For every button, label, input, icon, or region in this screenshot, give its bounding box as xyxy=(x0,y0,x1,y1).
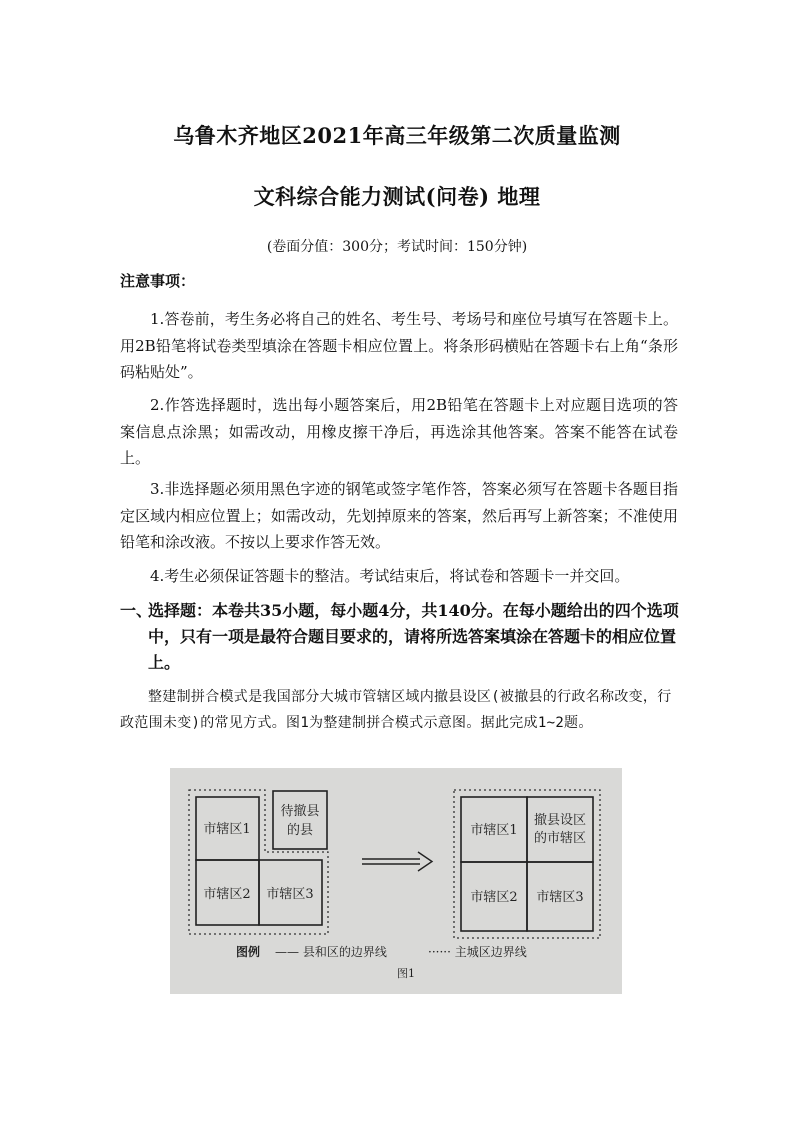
legend-label: 图例 xyxy=(236,945,261,959)
notice-item-2: 2.作答选择题时，选出每小题答案后，用2B铅笔在答题卡上对应题目选项的答案信息点涂黑；如需改动，用橡皮擦干净后，再选涂其他答案。答案不能答在试卷上。 xyxy=(120,396,678,467)
transform-arrow-icon xyxy=(362,852,432,871)
question-intro: 整建制拼合模式是我国部分大城市管辖区域内撤县设区(被撤县的行政名称改变，行政范围未变)的常见方式。图1为整建制拼合模式示意图。据此完成1~2题。 xyxy=(120,689,672,731)
new-district-label-line2: 的市辖区 xyxy=(533,831,587,846)
notice-item-3: 3.非选择题必须用黑色字迹的钢笔或签字笔作答，答案必须写在答题卡各题目指定区域内相应位置上；如需改动，先划掉原来的答案，然后再写上新答案；不准使用铅笔和涂改液。不按以上要求作答无效。 xyxy=(120,480,678,551)
figure-caption: 图1 xyxy=(397,967,415,980)
legend-solid-line: —— 县和区的边界线 xyxy=(275,945,387,959)
notice-heading: 注意事项： xyxy=(120,272,196,290)
right-district-2-label: 市辖区2 xyxy=(470,890,518,905)
right-district-3-label: 市辖区3 xyxy=(536,890,584,905)
section-heading xyxy=(120,598,680,676)
legend-dotted-line: ······ 主城区边界线 xyxy=(428,945,527,959)
figure-1 xyxy=(170,768,622,994)
county-label-line2: 的县 xyxy=(286,823,314,838)
new-district-label-line1: 撤县设区 xyxy=(533,813,587,828)
county-label-line1: 待撤县 xyxy=(280,804,320,819)
county-to-withdraw xyxy=(273,791,327,849)
right-district-1-label: 市辖区1 xyxy=(470,823,518,838)
notice-item-1: 1.答卷前，考生务必将自己的姓名、考生号、考场号和座位号填写在答题卡上。用2B铅笔将试卷类型填涂在答题卡相应位置上。将条形码横贴在答题卡右上角“条形码粘贴处”。 xyxy=(120,310,678,381)
section-instructions: 选择题：本卷共35小题，每小题4分，共140分。在每小题给出的四个选项中，只有一项是最符合题目要求的，请将所选答案填涂在答题卡的相应位置上。 xyxy=(148,601,679,672)
notice-item-4: 4.考生必须保证答题卡的整洁。考试结束后，将试卷和答题卡一并交回。 xyxy=(150,567,630,585)
left-district-2-label: 市辖区2 xyxy=(203,887,251,902)
exam-subject-title: 文科综合能力测试(问卷) 地理 xyxy=(253,184,541,209)
section-number: 一、 xyxy=(120,601,153,620)
exam-title: 乌鲁木齐地区2021年高三年级第二次质量监测 xyxy=(173,123,621,148)
left-district-1-label: 市辖区1 xyxy=(203,822,251,837)
left-district-3-label: 市辖区3 xyxy=(266,887,314,902)
exam-score-time: (卷面分值：300分；考试时间：150分钟) xyxy=(266,239,528,255)
